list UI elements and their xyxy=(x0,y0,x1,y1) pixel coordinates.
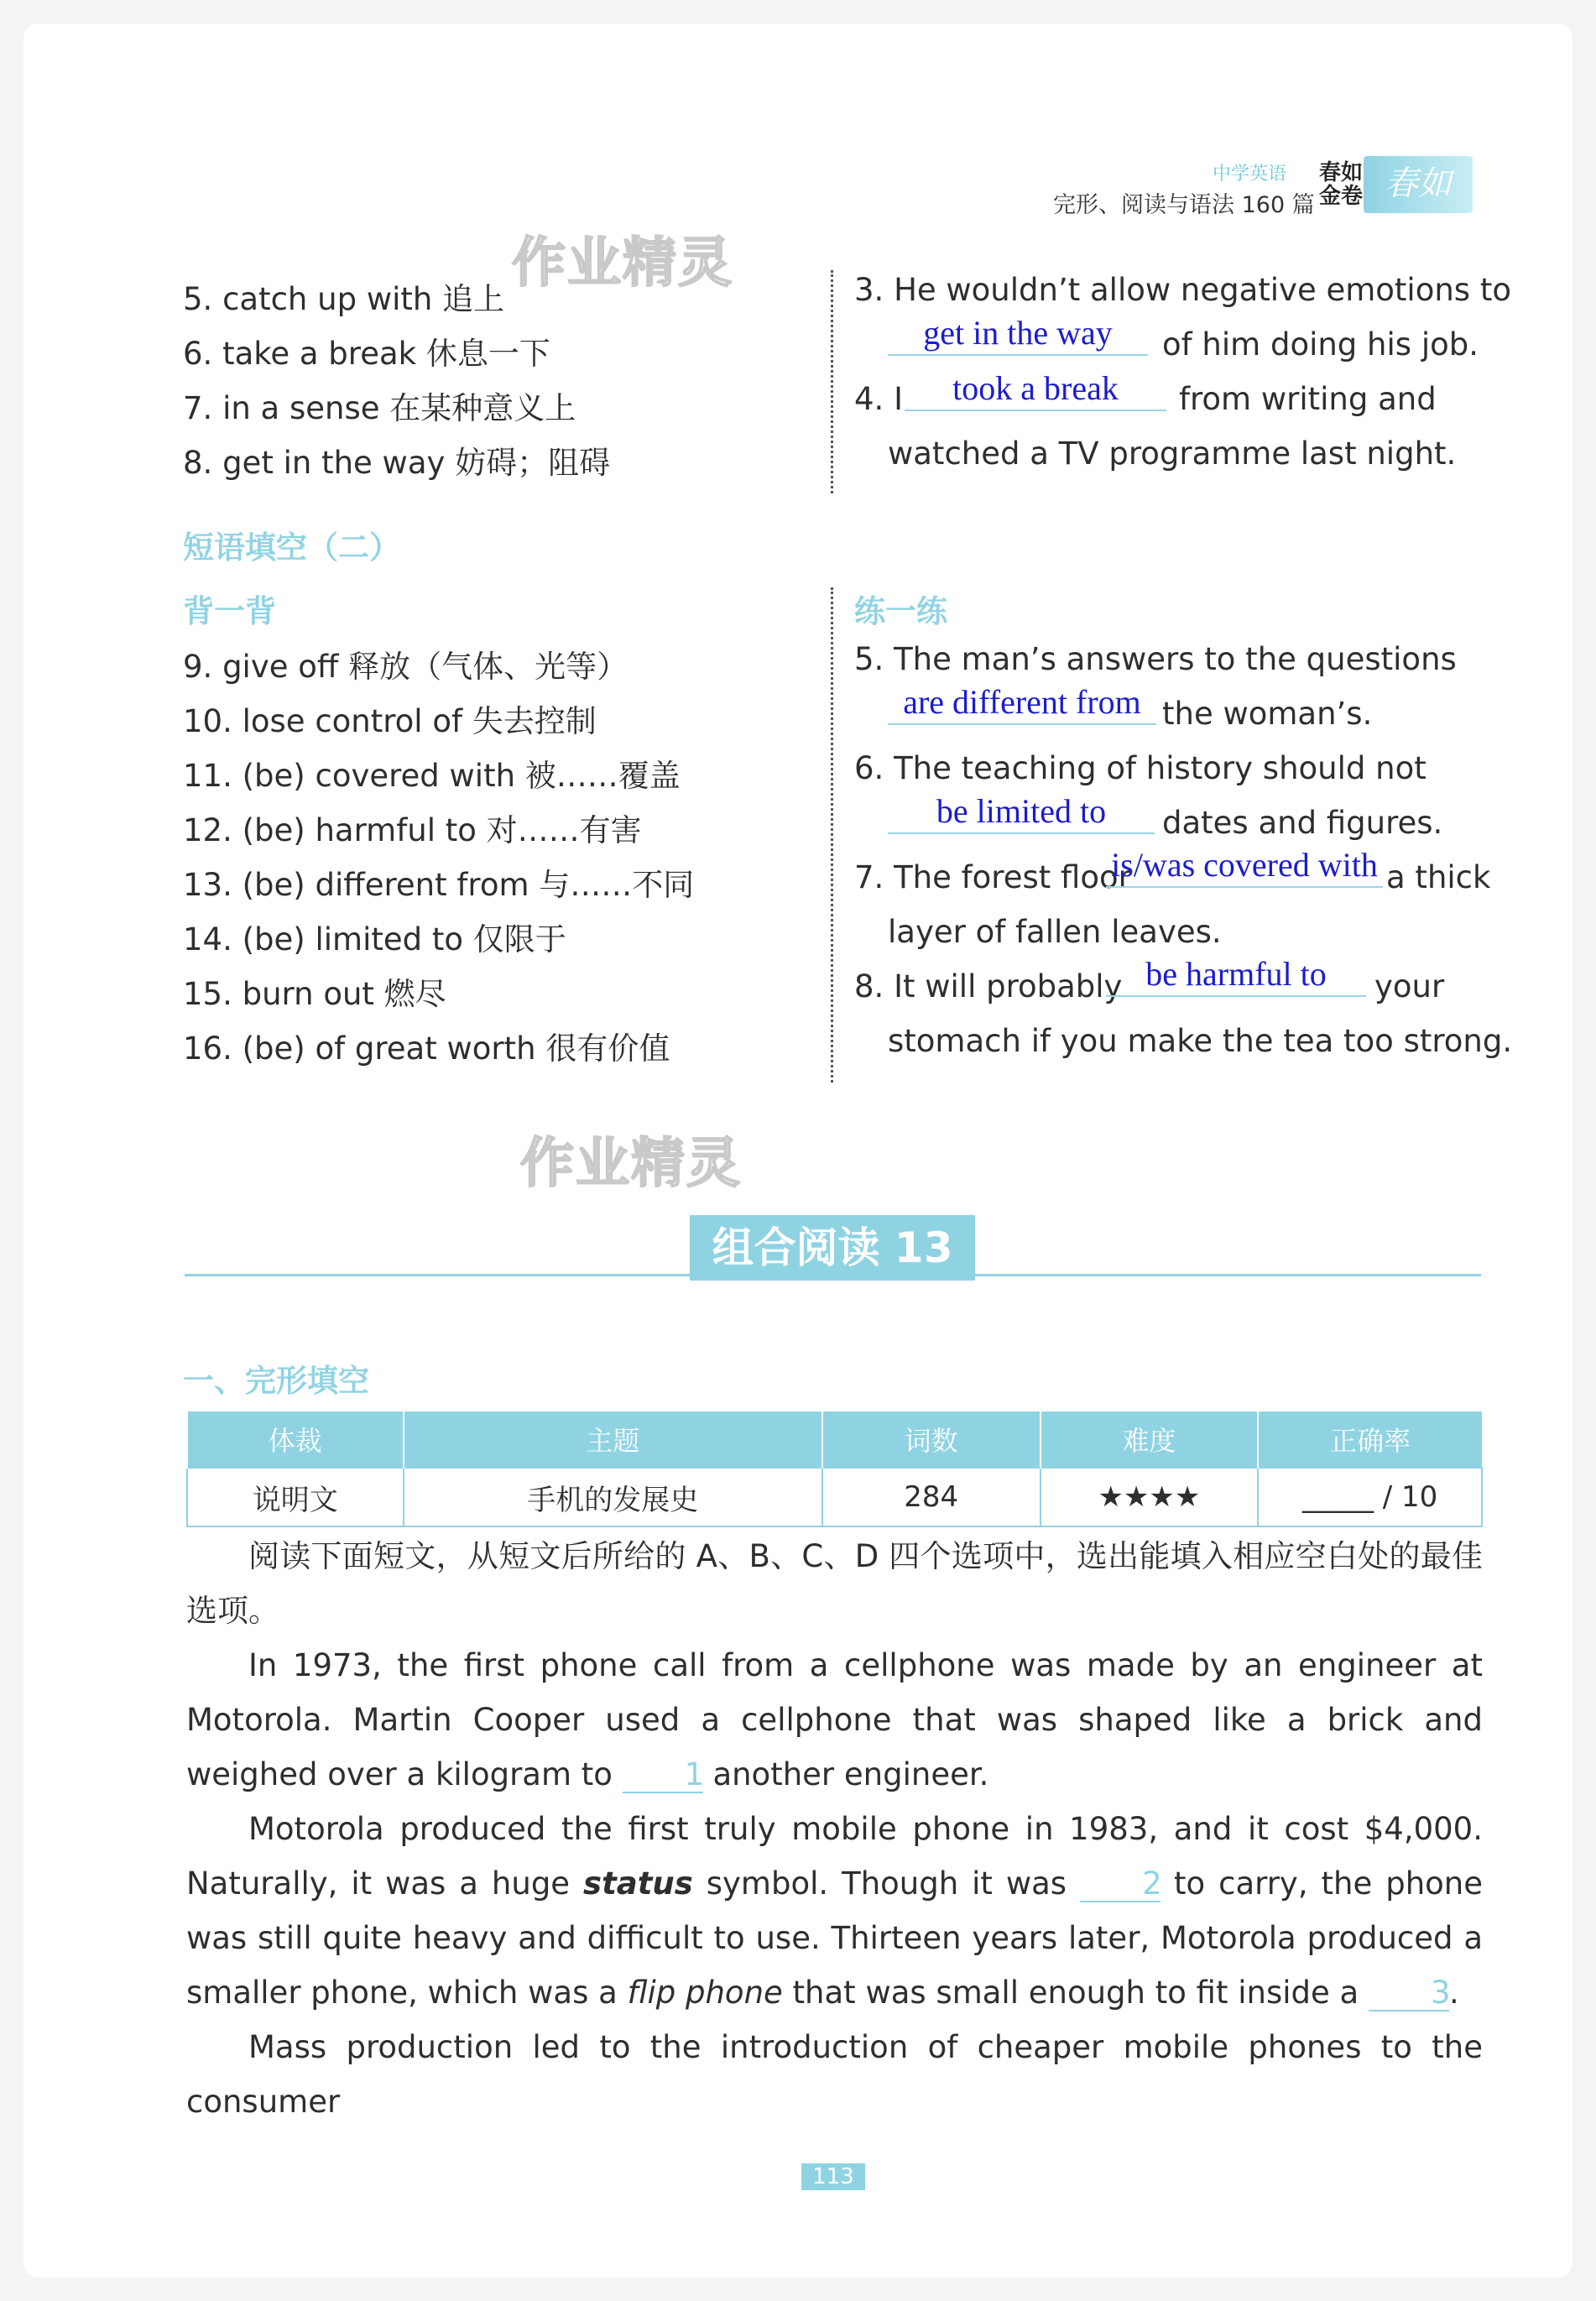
phrase-item: 16. (be) of great worth 很有价值 xyxy=(183,1030,670,1067)
exercise-text: 4. I xyxy=(854,381,903,417)
table-header: 主题 xyxy=(404,1411,822,1468)
answer-blank: be limited to xyxy=(888,792,1155,834)
table-header: 正确率 xyxy=(1258,1411,1482,1468)
exercise-text: dates and figures. xyxy=(1162,805,1443,841)
exercise-text: the woman’s. xyxy=(1162,696,1373,732)
paragraph-text: In 1973, the first phone call from a cellphone was made by an engineer at Motorola. Martin Cooper used a cellphone that was shaped like a brick and weighed over a kilogram to xyxy=(186,1647,1483,1792)
section-heading: 短语填空（二） xyxy=(183,530,400,566)
info-table xyxy=(186,1411,1483,1527)
exercise-text: 8. It will probably xyxy=(854,968,1123,1004)
paragraph-text: to carry, the phone was still quite heavy and difficult to use. Thirteen years later, Motorola produced a smaller phone, which was a xyxy=(186,1865,1484,2011)
header-subtitle: 完形、阅读与语法 160 篇 xyxy=(1053,192,1315,218)
page-number: 113 xyxy=(801,2163,865,2190)
table-header: 词数 xyxy=(822,1411,1041,1468)
phrase-item: 6. take a break 休息一下 xyxy=(183,336,550,372)
exercise-text: 5. The man’s answers to the questions xyxy=(854,641,1457,677)
column-divider xyxy=(831,587,833,1083)
paragraph-3: Mass production led to the introduction of cheaper mobile phones to the consumer xyxy=(186,2029,1483,2120)
phrase-item: 9. give off 释放（气体、光等） xyxy=(183,649,628,685)
table-row xyxy=(187,1468,1482,1526)
reading-title: 组合阅读 13 xyxy=(690,1215,975,1281)
instruction-text: 阅读下面短文，从短文后所给的 A、B、C、D 四个选项中，选出能填入相应空白处的最佳选项。 xyxy=(186,1538,1483,1629)
emphasis-text: status xyxy=(583,1865,693,1902)
watermark: 作业精灵 xyxy=(520,1133,742,1195)
exercise-text: 7. The forest floor xyxy=(854,859,1131,895)
table-header: 体裁 xyxy=(187,1411,404,1468)
table-header: 难度 xyxy=(1041,1411,1259,1468)
exercise-text: from writing and xyxy=(1179,381,1437,417)
emphasis-text: flip phone xyxy=(627,1975,783,2011)
accuracy-cell[interactable]: _____ / 10 xyxy=(1258,1468,1482,1526)
phrase-item: 12. (be) harmful to 对……有害 xyxy=(183,812,642,848)
phrase-item: 5. catch up with 追上 xyxy=(183,281,505,317)
paragraph-text: symbol. Though it was xyxy=(706,1865,1067,1902)
column-divider xyxy=(831,270,833,493)
exercise-text: your xyxy=(1374,968,1445,1004)
word-count-cell: 284 xyxy=(822,1468,1041,1526)
difficulty-cell: ★★★★ xyxy=(1041,1468,1259,1526)
passage xyxy=(186,1638,1483,2129)
table-header-row xyxy=(187,1411,1482,1468)
phrase-item: 11. (be) covered with 被……覆盖 xyxy=(183,758,681,794)
instruction xyxy=(186,1529,1483,1638)
paragraph-text: that was small enough to fit inside a xyxy=(792,1975,1359,2011)
blank-3[interactable]: 3 xyxy=(1369,1976,1449,2011)
part-heading: 一、完形填空 xyxy=(183,1363,369,1399)
answer-blank: be harmful to xyxy=(1106,955,1366,997)
header-top-label: 中学英语 xyxy=(1213,164,1287,185)
genre-cell: 说明文 xyxy=(187,1468,404,1526)
exercise-text: layer of fallen leaves. xyxy=(888,914,1222,950)
header-brand xyxy=(1319,161,1363,208)
right-subheading: 练一练 xyxy=(854,593,947,629)
paragraph-1 xyxy=(186,1638,1483,1802)
phrase-item: 15. burn out 燃尽 xyxy=(183,976,446,1012)
brand-line-1: 春如 xyxy=(1319,160,1364,185)
paragraph-text: another engineer. xyxy=(712,1756,989,1792)
exercise-text: watched a TV programme last night. xyxy=(888,436,1457,472)
blank-1[interactable]: 1 xyxy=(623,1758,703,1793)
phrase-item: 7. in a sense 在某种意义上 xyxy=(183,390,576,426)
answer-blank: get in the way xyxy=(888,314,1148,356)
exercise-text: a thick xyxy=(1386,859,1491,895)
phrase-item: 8. get in the way 妨碍；阻碍 xyxy=(183,445,611,481)
watermark: 作业精灵 xyxy=(512,232,733,295)
phrase-item: 10. lose control of 失去控制 xyxy=(183,703,597,739)
answer-blank: is/was covered with xyxy=(1106,846,1383,888)
blank-2[interactable]: 2 xyxy=(1080,1867,1160,1902)
answer-blank: took a break xyxy=(905,369,1166,411)
paragraph-text: Motorola produced the first truly mobile phone in 1983, and it cost $4,000. Naturally, it was a huge xyxy=(186,1811,1483,1902)
exercise-text: of him doing his job. xyxy=(1162,326,1479,363)
exercise-text: 6. The teaching of history should not xyxy=(854,750,1426,786)
paragraph-2 xyxy=(186,1802,1483,2020)
exercise-text: 3. He wouldn’t allow negative emotions to xyxy=(854,272,1511,308)
brand-logo: 春如 xyxy=(1364,156,1473,213)
paragraph-text: . xyxy=(1448,1975,1459,2011)
brand-line-2: 金卷 xyxy=(1319,184,1364,209)
exercise-text: stomach if you make the tea too strong. xyxy=(888,1023,1513,1059)
phrase-item: 14. (be) limited to 仅限于 xyxy=(183,921,566,957)
phrase-item: 13. (be) different from 与……不同 xyxy=(183,867,695,903)
topic-cell: 手机的发展史 xyxy=(404,1468,822,1526)
answer-blank: are different from xyxy=(888,683,1156,725)
left-subheading: 背一背 xyxy=(183,593,276,629)
